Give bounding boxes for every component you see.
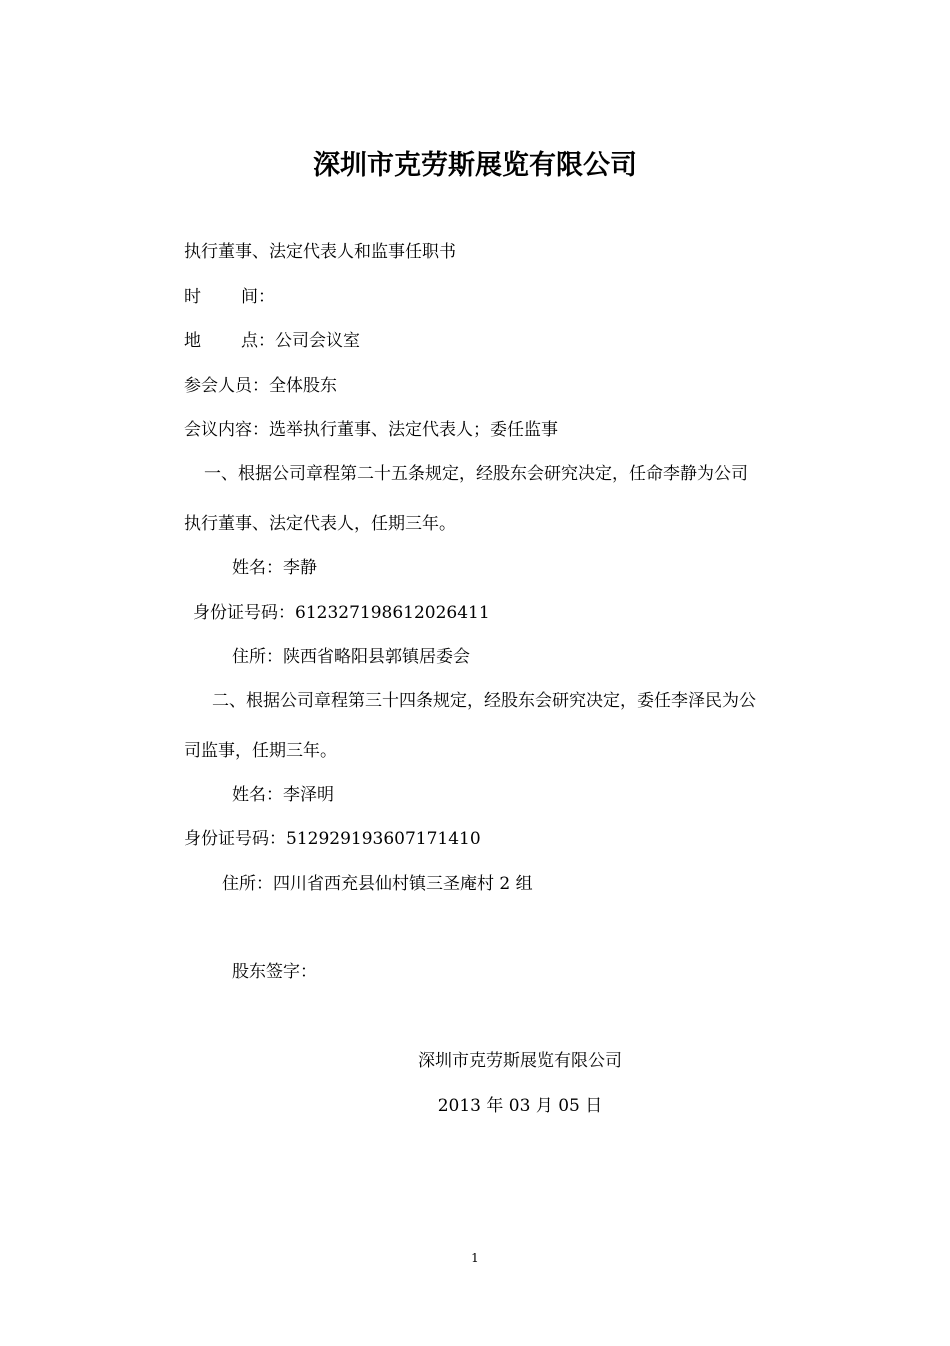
agenda-value: 选举执行董事、法定代表人；委任监事 xyxy=(269,420,558,440)
agenda-label: 会议内容： xyxy=(184,420,269,440)
footer-company: 深圳市克劳斯展览有限公司 xyxy=(418,1051,622,1071)
place-label-a: 地 xyxy=(184,331,201,351)
section1-line1: 一、根据公司章程第二十五条规定，经股东会研究决定，任命李静为公司 xyxy=(204,464,748,484)
section1-name: 姓名：李静 xyxy=(232,558,317,578)
page-number: 1 xyxy=(471,1251,479,1265)
place-label-b: 点： xyxy=(241,331,275,351)
agenda-row xyxy=(184,418,558,442)
section2-id: 身份证号码：512929193607171410 xyxy=(184,829,481,849)
attendees-value: 全体股东 xyxy=(269,376,337,396)
footer-date: 2013 年 03 月 05 日 xyxy=(437,1096,603,1116)
section1-line2: 执行董事、法定代表人，任期三年。 xyxy=(184,514,456,534)
time-label-b: 间： xyxy=(241,287,275,307)
document-subtitle: 执行董事、法定代表人和监事任职书 xyxy=(184,242,456,262)
attendees-row xyxy=(184,374,337,398)
place-value: 公司会议室 xyxy=(275,331,360,351)
document-title: 深圳市克劳斯展览有限公司 xyxy=(313,150,637,181)
place-row xyxy=(184,329,360,353)
section2-line2: 司监事，任期三年。 xyxy=(184,741,337,761)
section2-name: 姓名：李泽明 xyxy=(232,785,334,805)
section1-id: 身份证号码：612327198612026411 xyxy=(193,603,490,623)
section2-line1: 二、根据公司章程第三十四条规定，经股东会研究决定，委任李泽民为公 xyxy=(212,691,756,711)
section2-address: 住所：四川省西充县仙村镇三圣庵村 2 组 xyxy=(222,874,533,894)
time-row xyxy=(184,285,275,309)
attendees-label: 参会人员： xyxy=(184,376,269,396)
signature-label: 股东签字： xyxy=(232,962,317,982)
section1-address: 住所：陕西省略阳县郭镇居委会 xyxy=(232,647,470,667)
time-label-a: 时 xyxy=(184,287,201,307)
